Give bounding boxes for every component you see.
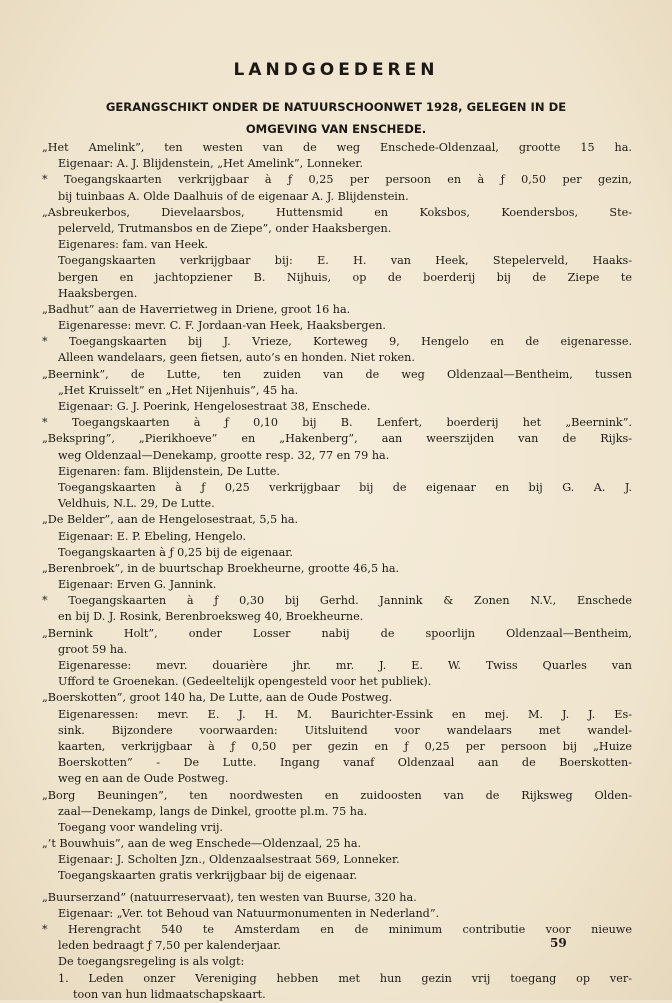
estate-heading: „Het Kruisselt” en „Het Nijenhuis”, 45 ha. — [58, 383, 299, 397]
estate-detail: Eigenaar: J. Scholten Jzn., Oldenzaalsestraat 569, Lonneker. — [58, 853, 400, 867]
estate-heading: „Buurserzand” (natuurreservaat), ten westen van Buurse, 320 ha. — [42, 890, 417, 904]
estate-heading: „Beernink”, de Lutte, ten zuiden van de weg Oldenzaal—Bentheim, tussen — [42, 367, 632, 381]
page-number: 59 — [550, 936, 567, 950]
estate-heading: weg Oldenzaal—Denekamp, grootte resp. 32, 77 en 79 ha. — [58, 448, 390, 462]
estate-access: Toegangskaarten gratis verkrijgbaar bij de eigenaar. — [58, 869, 358, 883]
estate-detail: Eigenaressen: mevr. E. J. H. M. Baurichter-Essink en mej. M. J. J. Es- — [58, 707, 632, 721]
estate-access: Veldhuis, N.L. 29, De Lutte. — [58, 497, 215, 511]
estate-access: Haaksbergen. — [58, 286, 138, 300]
estate-detail: Eigenaren: fam. Blijdenstein, De Lutte. — [58, 464, 280, 478]
estate-access: De toegangsregeling is als volgt: — [58, 955, 245, 969]
estate-heading: „Badhut” aan de Haverrietweg in Driene, groot 16 ha. — [42, 302, 351, 316]
estate-access: * Toegangskaarten bij J. Vrieze, Korteweg 9, Hengelo en de eigenaresse. — [42, 335, 632, 349]
estate-list — [42, 140, 632, 1003]
estate-access: * Toegangskaarten à ƒ 0,30 bij Gerhd. Jannink & Zonen N.V., Enschede — [42, 594, 632, 608]
page-subtitle — [30, 96, 642, 140]
estate-detail: Eigenaresse: mevr. douarière jhr. mr. J. E. W. Twiss Quarles van — [58, 659, 632, 672]
estate-detail: Boerskotten” - De Lutte. Ingang vanaf Oldenzaal aan de Boerskotten- — [58, 756, 632, 770]
estate-heading: zaal—Denekamp, langs de Dinkel, grootte pl.m. 75 ha. — [58, 804, 368, 818]
estate-heading: „Bekspring”, „Pierikhoeve” en „Hakenberg”, aan weerszijden van de Rijks- — [42, 432, 632, 446]
estate-detail: weg en aan de Oude Postweg. — [58, 772, 229, 786]
estate-detail: Eigenaresse: mevr. C. F. Jordaan-van Heek, Haaksbergen. — [58, 319, 386, 333]
estate-heading: „Het Amelink”, ten westen van de weg Enschede-Oldenzaal, grootte 15 ha. — [42, 141, 632, 154]
subtitle-line: OMGEVING VAN ENSCHEDE. — [245, 122, 427, 136]
estate-access: Alleen wandelaars, geen fietsen, auto’s en honden. Niet roken. — [58, 351, 415, 365]
estate-heading: pelerveld, Trutmansbos en de Ziepe”, onder Haaksbergen. — [58, 221, 392, 235]
estate-access: * Herengracht 540 te Amsterdam en de minimum contributie voor nieuwe — [42, 923, 632, 936]
estate-detail: Eigenaar: A. J. Blijdenstein, „Het Amelink”, Lonneker. — [58, 157, 364, 171]
estate-heading: „Berenbroek”, in de buurtschap Broekheurne, grootte 46,5 ha. — [42, 561, 400, 575]
estate-detail: Eigenaar: E. P. Ebeling, Hengelo. — [58, 529, 247, 543]
estate-access: bij tuinbaas A. Olde Daalhuis of de eigenaar A. J. Blijdenstein. — [58, 189, 409, 203]
estate-access: Toegangskaarten à ƒ 0,25 bij de eigenaar. — [58, 545, 293, 559]
estate-detail: Ufford te Groenekan. (Gedeeltelijk opengesteld voor het publiek). — [58, 675, 432, 689]
page-title: LANDGOEDEREN — [233, 60, 439, 80]
estate-access: toon van hun lidmaatschapskaart. — [73, 987, 266, 1001]
estate-detail: Eigenaar: Erven G. Jannink. — [58, 578, 217, 592]
estate-heading: groot 59 ha. — [58, 642, 128, 656]
estate-heading: „Asbreukerbos, Dievelaarsbos, Huttensmid en Koksbos, Koendersbos, Ste- — [42, 205, 632, 219]
estate-detail: kaarten, verkrijgbaar à ƒ 0,50 per gezin en ƒ 0,25 per persoon bij „Huize — [58, 739, 632, 753]
estate-access: * Toegangskaarten à ƒ 0,10 bij B. Lenfert, boerderij het „Beernink”. — [42, 416, 632, 430]
estate-access: * Toegangskaarten verkrijgbaar à ƒ 0,25 per persoon en à ƒ 0,50 per gezin, — [42, 173, 632, 187]
estate-access: en bij D. J. Rosink, Berenbroeksweg 40, Broekheurne. — [58, 610, 364, 624]
estate-access: leden bedraagt ƒ 7,50 per kalenderjaar. — [58, 939, 281, 953]
estate-heading: „Borg Beuningen”, ten noordwesten en zuidoosten van de Rijksweg Olden- — [42, 788, 632, 802]
estate-detail: Eigenaar: „Ver. tot Behoud van Natuurmonumenten in Nederland”. — [58, 906, 440, 920]
estate-detail: sink. Bijzondere voorwaarden: Uitsluitend voor wandelaars met wandel- — [58, 723, 632, 737]
estate-detail: Eigenares: fam. van Heek. — [58, 238, 209, 252]
estate-heading: „Bernink Holt”, onder Losser nabij de spoorlijn Oldenzaal—Bentheim, — [42, 626, 632, 640]
estate-access: Toegang voor wandeling vrij. — [58, 820, 223, 834]
estate-access: Toegangskaarten verkrijgbaar bij: E. H. van Heek, Stepelerveld, Haaks- — [58, 254, 632, 268]
estate-detail: Eigenaar: G. J. Poerink, Hengelosestraat 38, Enschede. — [58, 400, 371, 413]
subtitle-line: GERANGSCHIKT ONDER DE NATUURSCHOONWET 1928, GELEGEN IN DE — [105, 100, 567, 114]
estate-heading: „’t Bouwhuis”, aan de weg Enschede—Oldenzaal, 25 ha. — [42, 837, 362, 851]
estate-heading: „De Belder”, aan de Hengelosestraat, 5,5 ha. — [42, 513, 299, 527]
estate-access: bergen en jachtopziener B. Nijhuis, op de boerderij bij de Ziepe te — [58, 270, 632, 284]
estate-access: 1. Leden onzer Vereniging hebben met hun gezin vrij toegang op ver- — [58, 971, 632, 985]
estate-heading: „Boerskotten”, groot 140 ha, De Lutte, aan de Oude Postweg. — [42, 691, 393, 705]
estate-access: Toegangskaarten à ƒ 0,25 verkrijgbaar bij de eigenaar en bij G. A. J. — [58, 480, 632, 494]
